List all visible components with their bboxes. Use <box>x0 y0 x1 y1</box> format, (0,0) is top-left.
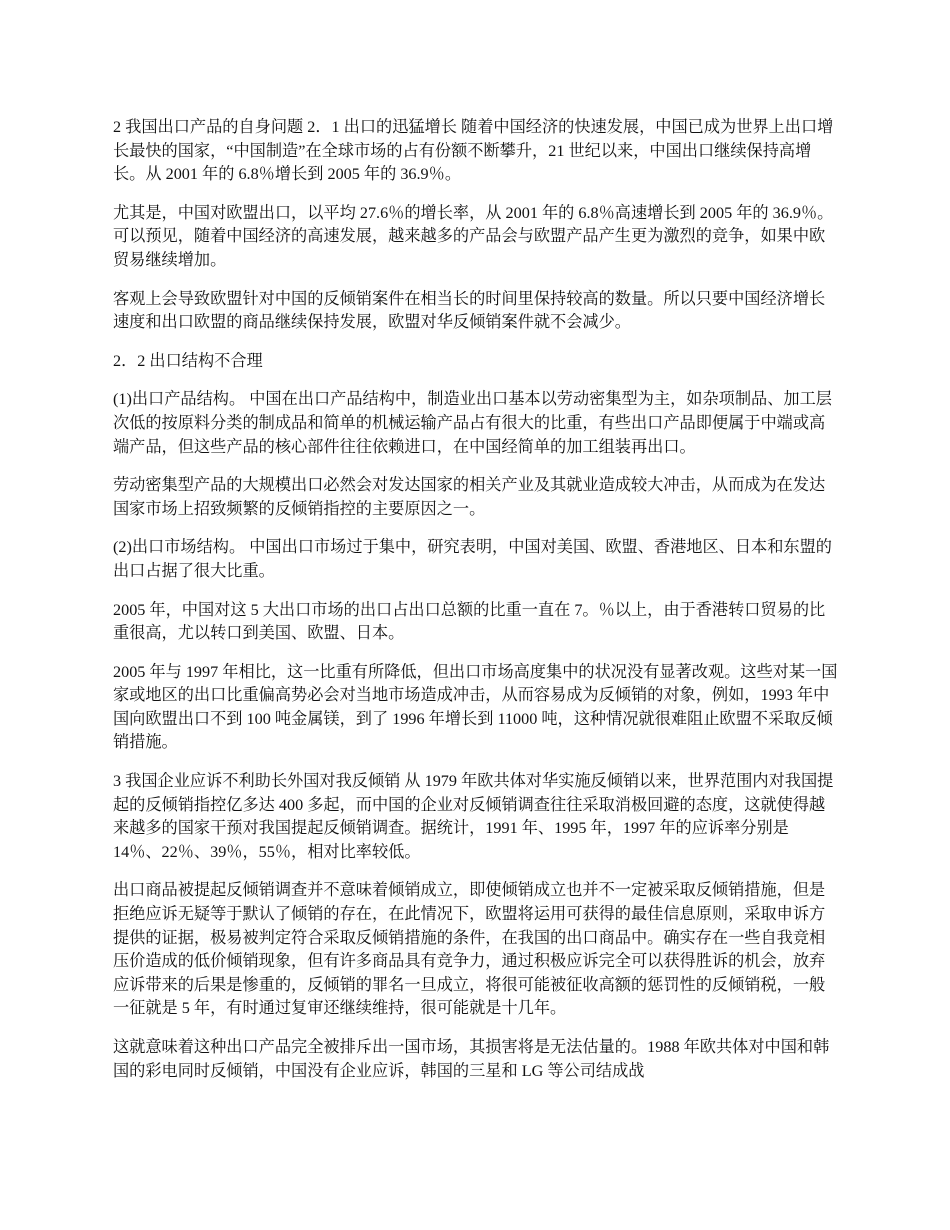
paragraph-antidumping-cases: 客观上会导致欧盟针对中国的反倾销案件在相当长的时间里保持较高的数量。所以只要中国经济增长速度和出口欧盟的商品继续保持发展，欧盟对华反倾销案件就不会减少。 <box>113 289 826 332</box>
document-body <box>113 116 841 1098</box>
paragraph-eu-exports: 尤其是，中国对欧盟出口，以平均 27.6％的增长率，从 2001 年的 6.8％高速增长到 2005 年的 36.9％。可以预见，随着中国经济的高速发展，越来越多的产品会与欧盟产品产生更为激烈的竞争，如果中欧贸易继续增加。 <box>113 203 834 269</box>
paragraph-market-exclusion: 这就意味着这种出口产品完全被排斥出一国市场，其损害将是无法估量的。1988 年欧共体对中国和韩国的彩电同时反倾销，中国没有企业应诉，韩国的三星和 LG 等公司结成战 <box>113 1038 830 1080</box>
paragraph-market-structure: (2)出口市场结构。 中国出口市场过于集中，研究表明，中国对美国、欧盟、香港地区、日本和东盟的出口占据了很大比重。 <box>113 538 832 580</box>
section-heading-export-structure: 2．2 出口结构不合理 <box>113 351 263 370</box>
paragraph-1997-comparison: 2005 年与 1997 年相比，这一比重有所降低，但出口市场高度集中的状况没有显著改观。这些对某一国家或地区的出口比重偏高势必会对当地市场造成冲击，从而容易成为反倾销的对象，例如，1993 年中国向欧盟出口不到 100 吨金属镁，到了 1996 年增长到 11000 吨，这种情况就很难阻止欧盟不采取反倾销措施。 <box>113 662 838 752</box>
paragraph-labor-intensive: 劳动密集型产品的大规模出口必然会对发达国家的相关产业及其就业造成较大冲击，从而成为在发达国家市场上招致频繁的反倾销指控的主要原因之一。 <box>113 476 826 518</box>
paragraph-enterprise-response: 3 我国企业应诉不利助长外国对我反倾销 从 1979 年欧共体对华实施反倾销以来，世界范围内对我国提起的反倾销指控亿多达 400 多起，而中国的企业对反倾销调查往往采取消极回避的态度，这就使得越来越多的国家干预对我国提起反倾销调查。据统计，1991 年、1995 年，1997 年的应诉率分别是 14％、22％、39％，55％，相对比率较低。 <box>113 772 834 861</box>
paragraph-product-structure: (1)出口产品结构。 中国在出口产品结构中，制造业出口基本以劳动密集型为主，如杂项制品、加工层次低的按原料分类的制成品和简单的机械运输产品占有很大的比重，有些出口产品即便属于中端或高端产品，但这些产品的核心部件往往依赖进口，在中国经简单的加工组装再出口。 <box>113 390 832 456</box>
paragraph-export-growth: 2 我国出口产品的自身问题 2．1 出口的迅猛增长 随着中国经济的快速发展，中国已成为世界上出口增长最快的国家，“中国制造”在全球市场的占有份额不断攀升，21 世纪以来，中国出口继续保持高增长。从 2001 年的 6.8％增长到 2005 年的 36.9％。 <box>113 118 834 184</box>
paragraph-investigation-consequences: 出口商品被提起反倾销调查并不意味着倾销成立，即使倾销成立也并不一定被采取反倾销措施，但是拒绝应诉无疑等于默认了倾销的存在，在此情况下，欧盟将运用可获得的最佳信息原则，采取申诉方提供的证据，极易被判定符合采取反倾销措施的条件，在我国的出口商品中。确实存在一些自我竞相压价造成的低价倾销现象，但有许多商品具有竞争力，通过积极应诉完全可以获得胜诉的机会，放弃应诉带来的后果是惨重的，反倾销的罪名一旦成立，将很可能被征收高额的惩罚性的反倾销税，一般一征就是 5 年，有时通过复审还继续维持，很可能就是十几年。 <box>113 881 826 1018</box>
paragraph-2005-markets: 2005 年，中国对这 5 大出口市场的出口占出口总额的比重一直在 7。％以上，由于香港转口贸易的比重很高，尤以转口到美国、欧盟、日本。 <box>113 600 826 643</box>
